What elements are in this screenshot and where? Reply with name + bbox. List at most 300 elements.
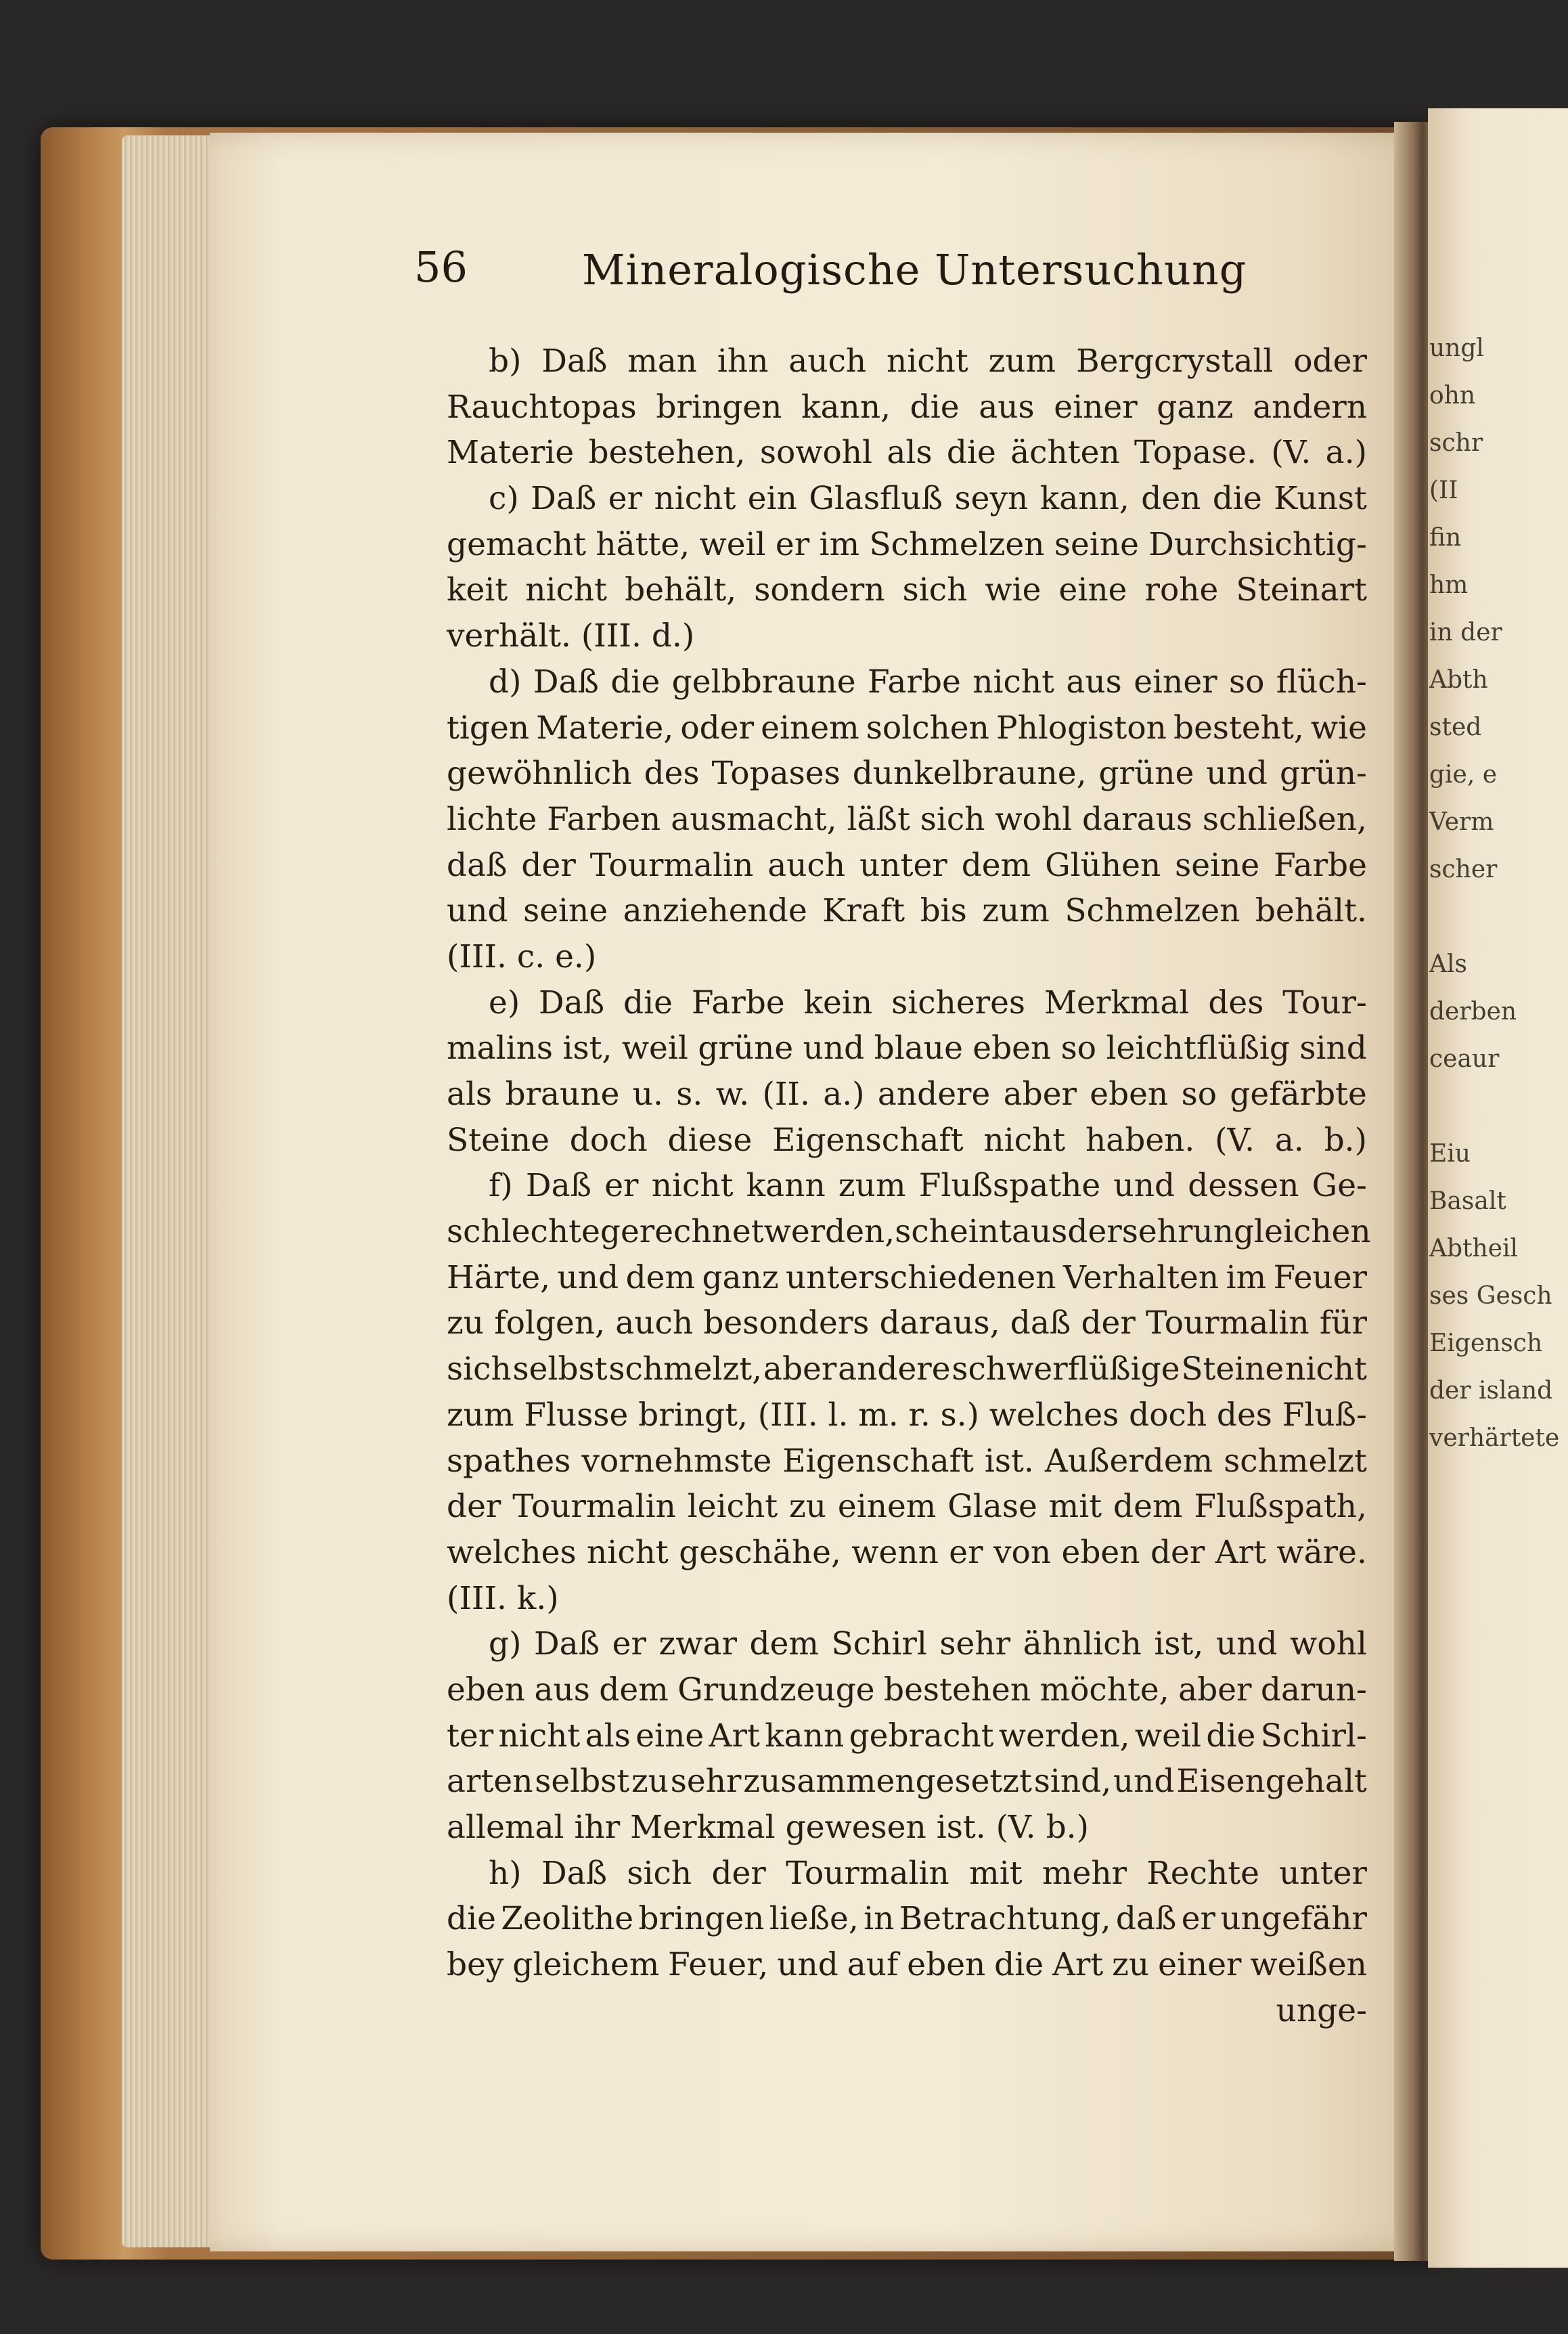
word: eben: [972, 1030, 1052, 1067]
word: Farbe: [691, 984, 785, 1021]
right-page-fragment: [1429, 894, 1568, 941]
word: selbst: [512, 1350, 608, 1388]
text-line-content: verhält. (III. d.): [447, 617, 695, 655]
word: so: [1181, 1076, 1217, 1113]
word: bringen: [638, 1900, 765, 1938]
page-number: 56: [414, 242, 468, 292]
word: Steine: [447, 1121, 550, 1159]
text-line: [447, 1163, 1367, 1209]
word: flüch-: [1276, 663, 1367, 701]
word: Steine: [1181, 1350, 1284, 1388]
word: weißen: [1250, 1946, 1367, 1984]
word: und: [777, 1946, 838, 1984]
word: d): [489, 663, 522, 701]
word: einer: [1158, 1946, 1242, 1984]
word: eine: [635, 1717, 704, 1755]
word: nicht: [654, 480, 736, 518]
word: aus: [1066, 663, 1122, 701]
word: m.: [858, 1396, 899, 1434]
word: die: [610, 663, 660, 701]
word: Art: [709, 1717, 760, 1755]
right-page-fragment: in der: [1429, 619, 1502, 646]
word: Topase.: [1134, 434, 1257, 472]
text-line: [447, 1988, 1367, 2034]
text-line: [447, 1300, 1367, 1346]
word: Feuer: [1273, 1258, 1367, 1296]
word: g): [489, 1625, 522, 1663]
right-page-fragment: Eiu: [1429, 1140, 1471, 1168]
word: als: [447, 1076, 493, 1113]
text-line: [447, 751, 1367, 797]
word: der: [1081, 1304, 1136, 1342]
word: folgen,: [494, 1304, 606, 1342]
body-text: [447, 338, 1371, 2033]
word: sich: [627, 1854, 692, 1892]
word: seine: [523, 892, 608, 930]
word: wäre.: [1276, 1533, 1367, 1571]
word: er: [949, 1533, 983, 1571]
word: kann: [765, 1717, 845, 1755]
word: Rechte: [1146, 1854, 1259, 1892]
word: Eigenschaft: [772, 1121, 964, 1159]
word: werden,: [763, 1213, 895, 1251]
word: Schmelzen: [869, 525, 1045, 563]
right-page-fragment: ceaur: [1429, 1045, 1500, 1073]
word: Glasfluß: [809, 480, 943, 518]
word: gewöhnlich: [447, 755, 632, 793]
text-line: [447, 476, 1367, 522]
word: er: [612, 1625, 646, 1663]
word: unter: [859, 846, 947, 884]
word: ist,: [1154, 1625, 1204, 1663]
word: grüne: [698, 1030, 794, 1067]
word: von: [993, 1533, 1052, 1571]
word: Flußspathe: [918, 1167, 1101, 1205]
word: Außerdem: [1044, 1442, 1213, 1480]
word: Flußspath,: [1194, 1488, 1367, 1526]
word: Daß: [531, 480, 597, 518]
word: nicht: [651, 1167, 734, 1205]
word: Schirl-: [1260, 1717, 1367, 1755]
word: er: [775, 525, 810, 563]
word: welches: [447, 1533, 577, 1571]
word: blaue: [874, 1030, 963, 1067]
word: eben: [1090, 1076, 1169, 1113]
word: kann,: [1039, 480, 1129, 518]
word: der: [447, 1488, 501, 1526]
word: sich: [447, 1350, 512, 1388]
word: als: [887, 434, 933, 472]
word: sich: [902, 571, 968, 609]
word: Fluß-: [1282, 1396, 1367, 1434]
right-page-fragment: hm: [1429, 571, 1469, 599]
word: gelbbraune: [671, 663, 856, 701]
word: aber: [763, 1350, 837, 1388]
word: (III.: [757, 1396, 818, 1434]
word: e): [489, 984, 520, 1021]
word: Daß: [533, 663, 599, 701]
text-line: [447, 1713, 1367, 1759]
text-line: [447, 1896, 1367, 1942]
word: oder: [680, 709, 755, 747]
word: unter: [1279, 1854, 1367, 1892]
word: weil: [699, 525, 766, 563]
word: die: [946, 434, 996, 472]
word: dem: [961, 846, 1031, 884]
text-line: [447, 522, 1367, 568]
word: Kraft: [822, 892, 905, 930]
word: dem: [625, 1258, 696, 1296]
word: Farbe: [868, 663, 961, 701]
right-page-fragment: scher: [1429, 856, 1498, 883]
word: behält.: [1255, 892, 1367, 930]
word: tigen: [447, 709, 530, 747]
word: so: [1229, 663, 1265, 701]
word: Grundzeuge: [677, 1671, 875, 1709]
word: möchte,: [1039, 1671, 1169, 1709]
word: werden,: [998, 1717, 1130, 1755]
right-page-fragment: fin: [1429, 524, 1462, 552]
word: ungleichen: [1192, 1213, 1371, 1251]
word: b.): [1324, 1121, 1367, 1159]
word: ter: [447, 1717, 494, 1755]
word: zwar: [658, 1625, 737, 1663]
word: sowohl: [759, 434, 873, 472]
word: Flusse: [524, 1396, 629, 1434]
text-line: [447, 1621, 1367, 1667]
word: die: [1212, 480, 1262, 518]
word: s.: [676, 1076, 703, 1113]
word: spathes: [447, 1442, 571, 1480]
word: seine: [1054, 525, 1139, 563]
word: wohl: [1290, 1625, 1367, 1663]
right-page-fragment: ohn: [1429, 382, 1476, 410]
word: seyn: [954, 480, 1029, 518]
word: im: [1226, 1258, 1267, 1296]
right-page-fragment: gie, e: [1429, 761, 1498, 789]
word: ähnlich: [1023, 1625, 1142, 1663]
word: gerechnet: [600, 1213, 764, 1251]
word: Betrachtung,: [899, 1900, 1111, 1938]
word: Kunst: [1274, 480, 1367, 518]
word: Tourmalin: [1146, 1304, 1309, 1342]
word: ungefähr: [1220, 1900, 1367, 1938]
word: als: [585, 1717, 631, 1755]
word: im: [819, 525, 860, 563]
text-line-content: (III. c. e.): [447, 938, 597, 975]
word: Tourmalin: [512, 1488, 676, 1526]
word: a.): [823, 1076, 865, 1113]
word: darun-: [1260, 1671, 1367, 1709]
word: des: [1216, 1396, 1272, 1434]
word: daraus: [1082, 800, 1193, 838]
word: andern: [1253, 388, 1367, 426]
text-line: [447, 1072, 1367, 1118]
word: schließen,: [1202, 800, 1367, 838]
word: einem: [837, 1488, 937, 1526]
word: bringt,: [638, 1396, 748, 1434]
text-line: [447, 797, 1367, 843]
word: l.: [828, 1396, 849, 1434]
text-line: [447, 843, 1367, 889]
word: mit: [1048, 1488, 1102, 1526]
word: b): [489, 343, 522, 380]
word: ist.: [984, 1442, 1034, 1480]
page-edges: [122, 135, 223, 2247]
text-line: [447, 888, 1367, 934]
right-page-fragment: Abtheil: [1429, 1235, 1519, 1262]
word: wie: [985, 571, 1041, 609]
word: eben: [1061, 1533, 1140, 1571]
word: zusammengesetzt: [743, 1763, 1032, 1801]
word: sicheres: [891, 984, 1026, 1021]
word: Feuer,: [668, 1946, 769, 1984]
word: Topases: [711, 755, 841, 793]
word: dessen: [1188, 1167, 1299, 1205]
word: Durchsichtig-: [1148, 525, 1367, 563]
word: s.): [940, 1396, 979, 1434]
right-page-fragment: ses Gesch: [1429, 1282, 1552, 1310]
text-line: [447, 1530, 1367, 1576]
word: zum: [988, 343, 1056, 380]
word: aus: [1011, 1213, 1068, 1251]
running-head: Mineralogische Untersuchung: [582, 245, 1247, 294]
word: gemacht: [447, 525, 586, 563]
word: dem: [749, 1625, 819, 1663]
word: sehr: [939, 1625, 1011, 1663]
word: a.: [1274, 1121, 1304, 1159]
word: sondern: [754, 571, 885, 609]
word: malins: [447, 1030, 554, 1067]
word: kann: [746, 1167, 826, 1205]
text-line: [447, 1118, 1367, 1164]
word: u.: [632, 1076, 663, 1113]
word: daß: [1115, 1900, 1177, 1938]
right-page-fragment: Verm: [1429, 808, 1494, 836]
word: Ge-: [1312, 1167, 1367, 1205]
word: oder: [1293, 343, 1367, 380]
word: r.: [908, 1396, 931, 1434]
word: Merkmal: [1044, 984, 1190, 1021]
word: rohe: [1144, 571, 1219, 609]
word: er: [608, 480, 643, 518]
text-line: [447, 1026, 1367, 1072]
word: Glase: [947, 1488, 1037, 1526]
word: schwerflüßige: [951, 1350, 1180, 1388]
text-line: [447, 1392, 1367, 1438]
word: eine: [1058, 571, 1127, 609]
word: dunkelbraune,: [852, 755, 1087, 793]
word: kein: [803, 984, 873, 1021]
right-page-fragment: [1429, 1083, 1568, 1130]
word: Tourmalin: [589, 846, 754, 884]
word: (II.: [762, 1076, 810, 1113]
word: behält,: [625, 571, 737, 609]
word: ihn: [717, 343, 769, 380]
word: ganz: [702, 1258, 779, 1296]
text-line-content: (III. k.): [447, 1579, 559, 1617]
word: und: [557, 1258, 619, 1296]
word: nicht: [887, 343, 968, 380]
right-page-fragment: (II: [1429, 477, 1458, 504]
word: sind,: [1033, 1763, 1112, 1801]
word: daraus,: [879, 1304, 1000, 1342]
word: Daß: [533, 1625, 600, 1663]
word: eben: [907, 1946, 986, 1984]
word: aber: [1178, 1671, 1252, 1709]
word: zum: [982, 892, 1050, 930]
word: besteht,: [1173, 709, 1304, 747]
word: einem: [761, 709, 859, 747]
word: weil: [621, 1030, 688, 1067]
word: selbst: [535, 1763, 630, 1801]
word: Eigenschaft: [782, 1442, 974, 1480]
word: die: [910, 388, 960, 426]
word: Tour-: [1282, 984, 1367, 1021]
word: Zeolithe: [501, 1900, 634, 1938]
word: ächten: [1010, 434, 1120, 472]
text-line: [447, 1667, 1367, 1713]
word: der: [521, 846, 576, 884]
word: nicht: [498, 1717, 581, 1755]
right-page-fragment: derben: [1429, 998, 1517, 1026]
text-line: [447, 659, 1367, 705]
word: leicht: [687, 1488, 778, 1526]
word: aber: [1003, 1076, 1077, 1113]
word: nicht: [525, 571, 608, 609]
word: läßt: [847, 800, 910, 838]
word: nicht: [983, 1121, 1066, 1159]
word: zum: [447, 1396, 514, 1434]
word: sind: [1299, 1030, 1367, 1067]
word: grüne: [1098, 755, 1194, 793]
word: Phlogiston: [995, 709, 1167, 747]
word: die: [447, 1900, 496, 1938]
word: mit: [969, 1854, 1023, 1892]
word: Verhalten: [1062, 1258, 1219, 1296]
word: braune: [505, 1076, 620, 1113]
word: für: [1319, 1304, 1367, 1342]
word: der: [711, 1854, 766, 1892]
word: des: [1208, 984, 1264, 1021]
word: andere: [838, 1350, 951, 1388]
word: h): [489, 1854, 522, 1892]
word: schlechte: [447, 1213, 600, 1251]
word: (V.: [1271, 434, 1312, 472]
word: wie: [1310, 709, 1367, 747]
word: zu: [1112, 1946, 1150, 1984]
word: ausmacht,: [671, 800, 837, 838]
word: bis: [920, 892, 967, 930]
word: Tourmalin: [786, 1854, 949, 1892]
word: w.: [715, 1076, 750, 1113]
word: gleichem: [512, 1946, 660, 1984]
word: der: [1150, 1533, 1205, 1571]
word: grün-: [1279, 755, 1367, 793]
word: ließe,: [769, 1900, 859, 1938]
word: zu: [788, 1488, 827, 1526]
right-page-fragment: Abth: [1429, 666, 1488, 694]
right-page-fragment: sted: [1429, 713, 1482, 741]
word: auf: [847, 1946, 899, 1984]
word: wenn: [851, 1533, 939, 1571]
word: andere: [877, 1076, 991, 1113]
right-page-text: [1429, 325, 1568, 1462]
word: so: [1060, 1030, 1097, 1067]
text-line: [447, 430, 1367, 476]
word: Schmelzen: [1065, 892, 1240, 930]
word: und: [447, 892, 508, 930]
text-line: [447, 567, 1367, 613]
word: schmelzt,: [608, 1350, 763, 1388]
text-line-content: unge-: [1276, 1991, 1367, 2029]
word: ist,: [562, 1030, 612, 1067]
text-line: [447, 1438, 1367, 1484]
word: solchen: [866, 709, 989, 747]
word: daß: [447, 846, 508, 884]
text-line: [447, 934, 1367, 980]
word: Art: [1215, 1533, 1267, 1571]
word: und: [1113, 1167, 1175, 1205]
word: die: [1206, 1717, 1256, 1755]
word: besonders: [703, 1304, 870, 1342]
word: f): [489, 1167, 513, 1205]
word: und: [1215, 1625, 1278, 1663]
word: zum: [838, 1167, 906, 1205]
word: dem: [599, 1671, 669, 1709]
word: bringen: [656, 388, 782, 426]
word: bestehen: [884, 1671, 1031, 1709]
word: er: [1181, 1900, 1216, 1938]
word: Materie: [447, 434, 575, 472]
word: er: [604, 1167, 639, 1205]
word: bestehen,: [588, 434, 746, 472]
word: unterschiedenen: [786, 1258, 1056, 1296]
word: bey: [447, 1946, 504, 1984]
word: c): [489, 480, 519, 518]
right-page-fragment: ungl: [1429, 334, 1484, 362]
word: sehr: [1121, 1213, 1193, 1251]
word: sehr: [670, 1763, 742, 1801]
word: Rauchtopas: [447, 388, 637, 426]
text-line: [447, 1346, 1367, 1392]
word: Farbe: [1274, 846, 1367, 884]
word: haben.: [1085, 1121, 1195, 1159]
word: daß: [1010, 1304, 1071, 1342]
word: eben: [447, 1671, 525, 1709]
word: zu: [447, 1304, 485, 1342]
word: Daß: [525, 1167, 592, 1205]
word: nicht: [587, 1533, 669, 1571]
word: doch: [1129, 1396, 1207, 1434]
word: der: [1067, 1213, 1122, 1251]
word: a.): [1325, 434, 1367, 472]
word: Schirl: [831, 1625, 927, 1663]
word: Art: [1052, 1946, 1104, 1984]
word: Materie,: [536, 709, 674, 747]
text-line: [447, 1805, 1367, 1851]
word: welches: [989, 1396, 1119, 1434]
word: weil: [1134, 1717, 1202, 1755]
right-page-fragment: verhärtete: [1429, 1424, 1560, 1452]
word: leichtflüßig: [1106, 1030, 1290, 1067]
word: schmelzt: [1224, 1442, 1367, 1480]
word: ganz: [1157, 388, 1234, 426]
word: den: [1141, 480, 1201, 518]
word: scheint: [895, 1213, 1012, 1251]
text-line: [447, 1851, 1367, 1897]
word: und: [1113, 1763, 1175, 1801]
